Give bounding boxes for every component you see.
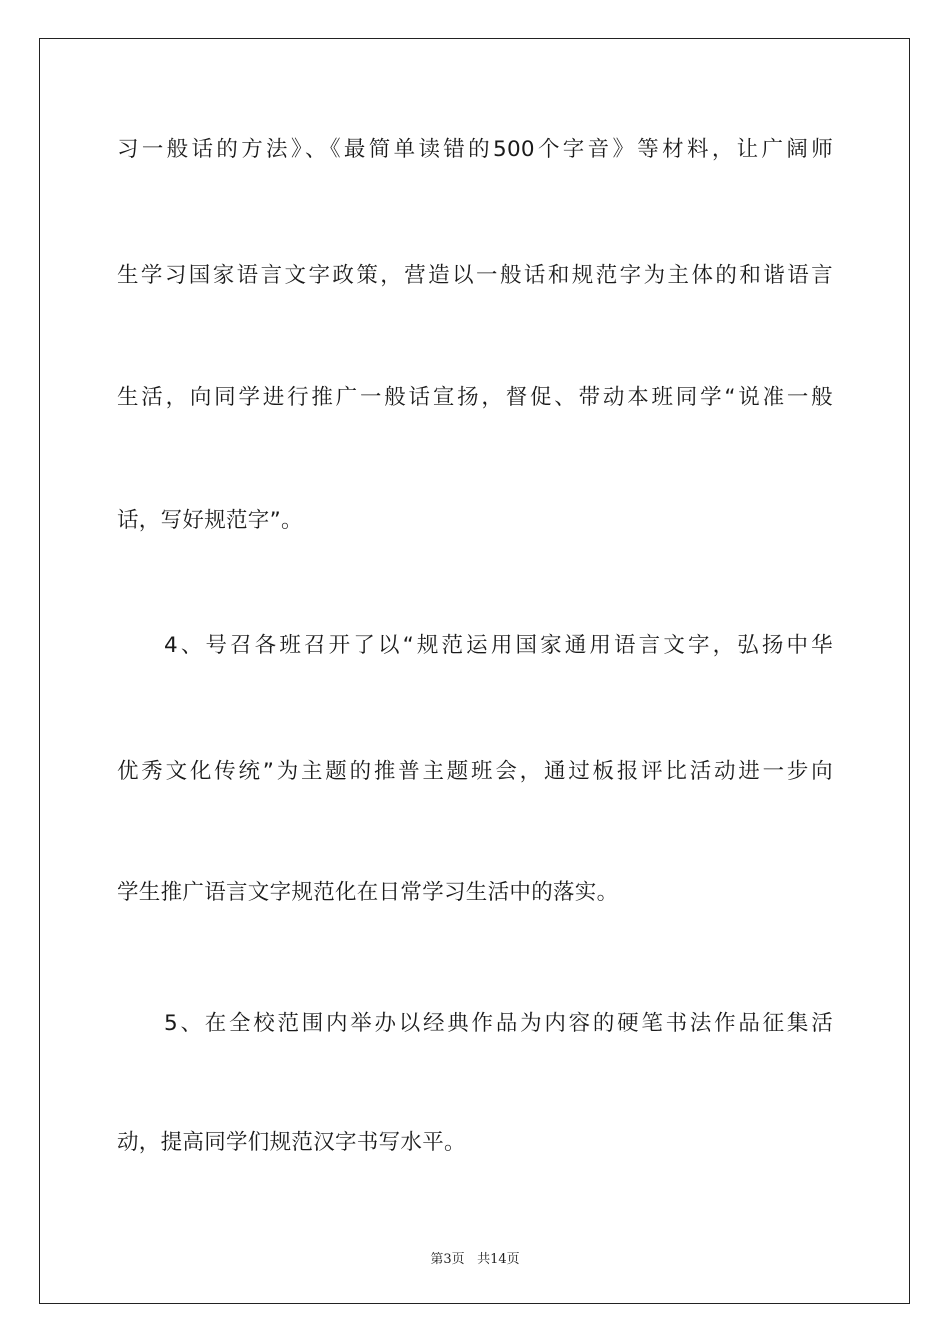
page-total: 共14页	[477, 1252, 520, 1267]
page-border	[39, 38, 910, 1304]
page-number: 第3页	[430, 1252, 465, 1267]
text-line: 话，写好规范字”。	[117, 508, 303, 533]
page-footer	[0, 1248, 950, 1267]
text-line: 习一般话的方法》、《最简单读错的500个字音》等材料，让广阔师	[117, 137, 833, 162]
text-line: 生活，向同学进行推广一般话宣扬，督促、带动本班同学“说准一般	[117, 385, 833, 410]
text-line: 学生推广语言文字规范化在日常学习生活中的落实。	[117, 880, 619, 905]
text-line: 优秀文化传统”为主题的推普主题班会，通过板报评比活动进一步向	[117, 759, 833, 784]
text-line: 动，提高同学们规范汉字书写水平。	[117, 1130, 466, 1155]
paragraph-first-line: 4、号召各班召开了以“规范运用国家通用语言文字，弘扬中华	[164, 633, 833, 658]
paragraph-first-line: 5、在全校范围内举办以经典作品为内容的硬笔书法作品征集活	[164, 1011, 833, 1036]
text-line: 生学习国家语言文字政策，营造以一般话和规范字为主体的和谐语言	[117, 263, 833, 288]
